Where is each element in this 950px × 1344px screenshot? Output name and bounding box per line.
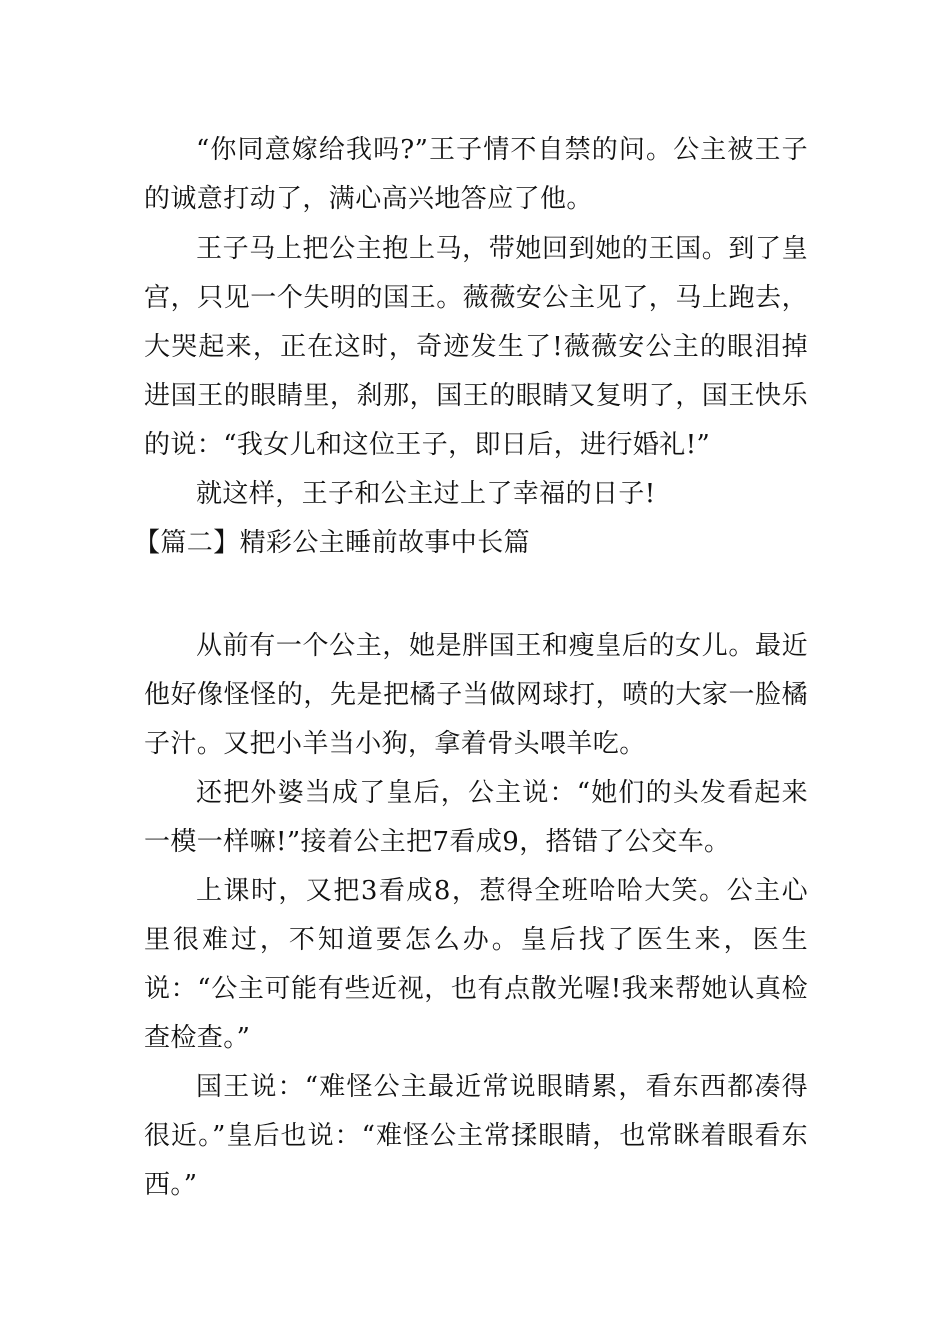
paragraph-grandma-mistake: 还把外婆当成了皇后，公主说：“她们的头发看起来一模一样嘛!”接着公主把7看成9，搭错了公交车。: [144, 778, 808, 857]
paragraph-princess-intro: 从前有一个公主，她是胖国王和瘦皇后的女儿。最近他好像怪怪的，先是把橘子当做网球打，喷的大家一脸橘子汁。又把小羊当小狗，拿着骨头喂羊吃。: [144, 631, 808, 759]
section-heading: 【篇二】精彩公主睡前故事中长篇: [134, 528, 531, 558]
paragraph-king-queen-remarks: 国王说：“难怪公主最近常说眼睛累，看东西都凑得很近。”皇后也说：“难怪公主常揉眼睛，也常眯着眼看东西。”: [144, 1072, 808, 1200]
paragraph-doctor-visit: 上课时，又把3看成8，惹得全班哈哈大笑。公主心里很难过，不知道要怎么办。皇后找了医生来，医生说：“公主可能有些近视，也有点散光喔!我来帮她认真检查检查。”: [144, 876, 808, 1053]
paragraph-proposal: “你同意嫁给我吗?”王子情不自禁的问。公主被王子的诚意打动了，满心高兴地答应了他。: [144, 135, 808, 214]
paragraph-return-to-kingdom: 王子马上把公主抱上马，带她回到她的王国。到了皇宫，只见一个失明的国王。薇薇安公主见了，马上跑去，大哭起来，正在这时，奇迹发生了!薇薇安公主的眼泪掉进国王的眼睛里，刹那，国王的眼睛又复明了，国王快乐的说：“我女儿和这位王子，即日后，进行婚礼!”: [144, 234, 808, 460]
paragraph-happy-ending: 就这样，王子和公主过上了幸福的日子!: [196, 479, 656, 509]
